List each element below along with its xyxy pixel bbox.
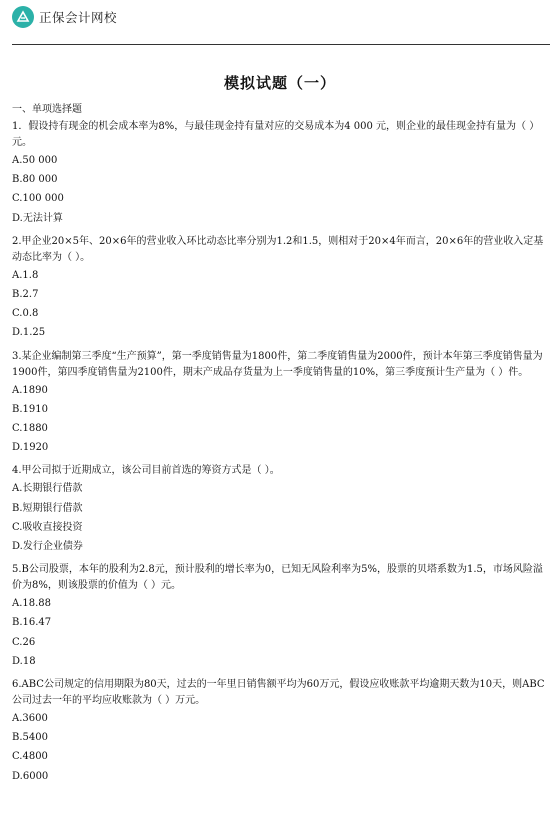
question-2 xyxy=(12,234,548,343)
option-c: C.100 000 xyxy=(12,193,64,205)
question-stem: 4.甲公司拟于近期成立，该公司目前首选的筹资方式是（ ）。 xyxy=(12,465,280,477)
header-divider xyxy=(12,44,550,45)
site-header xyxy=(12,4,117,30)
question-stem: 1．假设持有现金的机会成本率为8%，与最佳现金持有量对应的交易成本为4 000 元，则企业的最佳现金持有量为（ ）元。 xyxy=(12,121,540,148)
option-a: A.50 000 xyxy=(12,155,58,166)
option-b: B.16.47 xyxy=(12,617,52,629)
option-b: B.1910 xyxy=(12,403,48,415)
option-a: A.1.8 xyxy=(12,269,39,281)
option-b: B.5400 xyxy=(12,732,48,744)
option-d: D.18 xyxy=(12,655,36,667)
brand-name: 正保会计网校 xyxy=(39,10,118,25)
question-1 xyxy=(12,119,548,228)
option-c: C.26 xyxy=(12,636,36,648)
question-stem: 5.B公司股票，本年的股利为2.8元，预计股利的增长率为0，已知无风险利率为5%，股票的贝塔系数为1.5，市场风险溢价为8%，则该股票的价值为（ ）元。 xyxy=(12,564,543,592)
question-stem: 6.ABC公司规定的信用期限为80天，过去的一年里日销售额平均为60万元，假设应收账款平均逾期天数为10天，则ABC公司过去一年的平均应收账款为（ ）万元。 xyxy=(12,679,545,707)
section-heading: 一、单项选择题 xyxy=(12,104,82,115)
option-d: D.1.25 xyxy=(12,327,46,339)
option-a: A.18.88 xyxy=(12,598,52,610)
option-d: D.无法计算 xyxy=(12,212,63,224)
option-b: B.短期银行借款 xyxy=(12,502,83,514)
question-stem: 2.甲企业20×5年、20×6年的营业收入环比动态比率分别为1.2和1.5，则相对于20×4年而言，20×6年的营业收入定基动态比率为（ ）。 xyxy=(12,235,544,263)
question-6 xyxy=(12,677,548,786)
exam-content xyxy=(12,103,548,792)
option-d: D.6000 xyxy=(12,770,49,782)
question-stem: 3.某企业编制第三季度“生产预算”，第一季度销售量为1800件，第二季度销售量为2000件，预计本年第三季度销售量为1900件，第四季度销售量为2100件，期末产成品存货量为上一季度销售量的10%，第三季度预计生产量为（ ）件。 xyxy=(12,350,543,378)
option-b: B.2.7 xyxy=(12,289,39,301)
option-c: C.吸收直接投资 xyxy=(12,521,83,533)
option-a: A.1890 xyxy=(12,384,48,396)
option-d: D.发行企业债券 xyxy=(12,541,83,553)
question-4 xyxy=(12,463,548,556)
option-c: C.0.8 xyxy=(12,308,39,320)
option-c: C.4800 xyxy=(12,751,48,763)
option-d: D.1920 xyxy=(12,442,49,454)
logo-icon xyxy=(12,6,34,28)
question-5 xyxy=(12,562,548,671)
question-3 xyxy=(12,349,548,458)
option-a: A.3600 xyxy=(12,713,48,725)
option-c: C.1880 xyxy=(12,423,48,435)
page-title: 模拟试题（一） xyxy=(223,74,336,92)
option-b: B.80 000 xyxy=(12,174,58,186)
option-a: A.长期银行借款 xyxy=(12,483,83,495)
